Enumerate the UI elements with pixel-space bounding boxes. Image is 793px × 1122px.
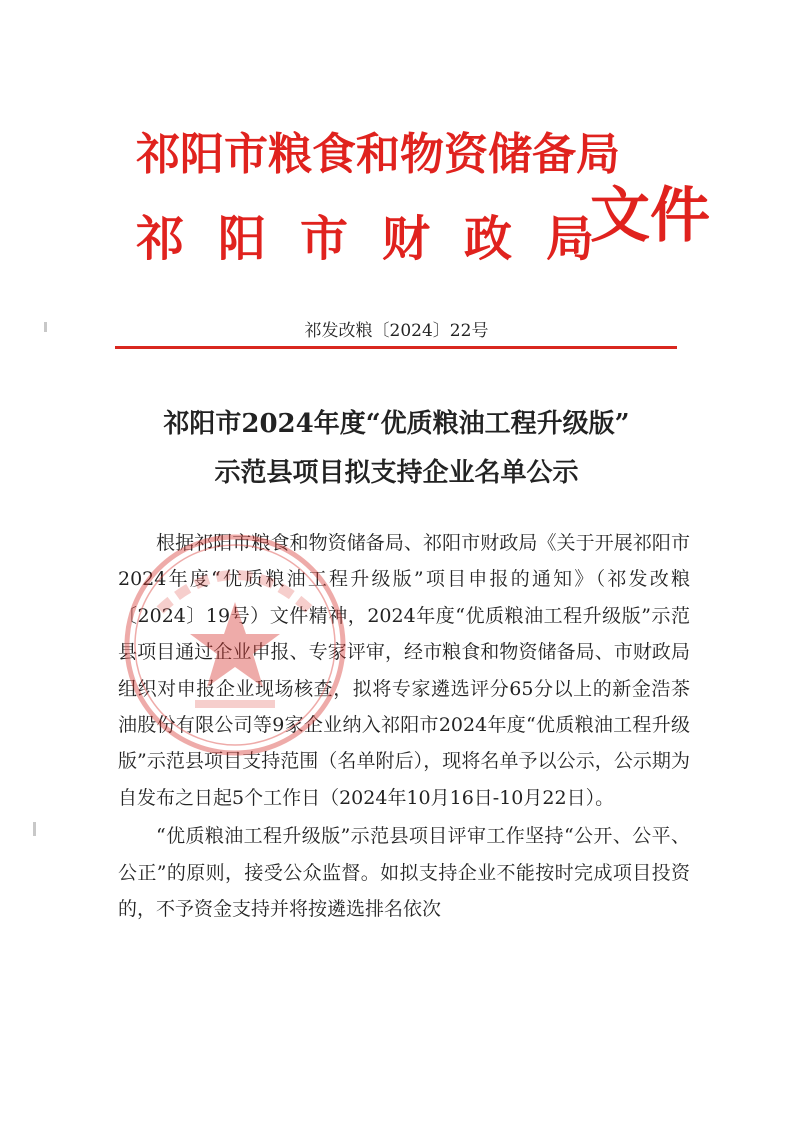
body-paragraph-2: “优质粮油工程升级版”示范县项目评审工作坚持“公开、公平、公正”的原则，接受公众监督。如拟支持企业不能按时完成项目投资的，不予资金支持并将按遴选排名依次 [118,825,690,921]
scan-mark [44,322,47,332]
body-paragraph-1: 根据祁阳市粮食和物资储备局、祁阳市财政局《关于开展祁阳市2024年度“优质粮油工程升级版”项目申报的通知》（祁发改粮〔2024〕19号）文件精神，2024年度“优质粮油工程升级版”示范县项目通过企业申报、专家评审，经市粮食和物资储备局、市财政局组织对申报企业现场核查，拟将专家遴选评分65分以上的新金浩茶油股份有限公司等9家企业纳入祁阳市2024年度“优质粮油工程升级版”示范县项目支持范围（名单附后），现将名单予以公示，公示期为自发布之日起5个工作日（2024年10月16日-10月22日）。 [118,532,690,809]
document-body [118,525,690,927]
issuer-line-2: 祁阳市财政局 [136,211,629,267]
header-suffix: 文件 [590,181,710,251]
document-title-line-1: 祁阳市2024年度“优质粮油工程升级版” [163,409,630,439]
scan-mark [33,822,36,836]
document-number: 祁发改粮〔2024〕22号 [304,321,489,341]
red-divider [115,346,677,349]
document-title-line-2: 示范县项目拟支持企业名单公示 [214,458,579,488]
issuer-line-1: 祁阳市粮食和物资储备局 [136,129,620,180]
